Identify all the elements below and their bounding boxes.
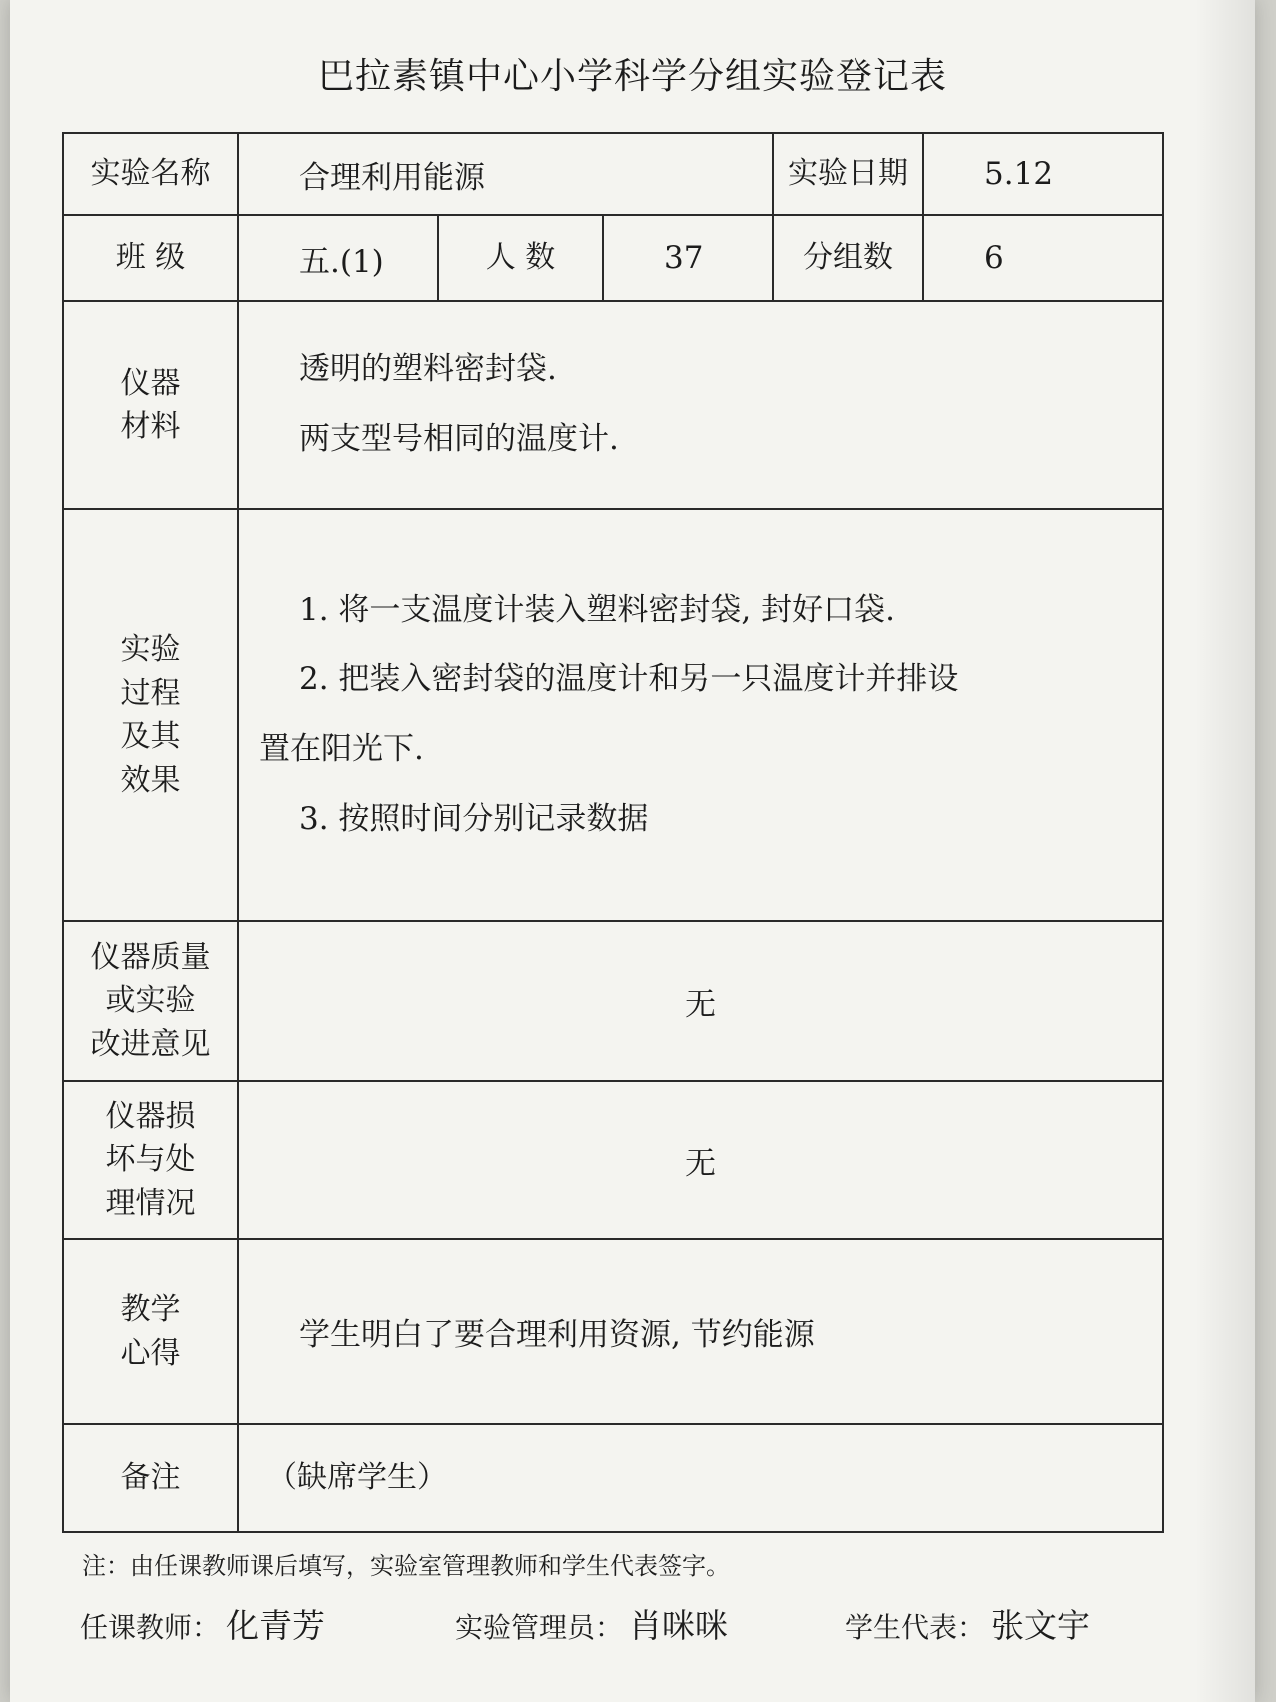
process-line: 3. 按照时间分别记录数据 bbox=[299, 800, 649, 837]
process-label-line: 过程 bbox=[120, 675, 181, 711]
damage-label-line: 坏与处 bbox=[105, 1142, 196, 1178]
experiment-date-value: 5.12 bbox=[923, 133, 1163, 215]
damage-label-line: 理情况 bbox=[105, 1185, 196, 1221]
paper-edge-shadow bbox=[1195, 0, 1255, 1702]
damage-value: 无 bbox=[238, 1081, 1163, 1239]
student-count-label: 人 数 bbox=[438, 215, 603, 301]
quality-label-line: 或实验 bbox=[105, 983, 196, 1019]
process-label-line: 及其 bbox=[120, 719, 181, 754]
row-teaching bbox=[63, 1239, 1163, 1424]
experiment-date-label: 实验日期 bbox=[773, 133, 923, 215]
row-damage bbox=[63, 1081, 1163, 1239]
quality-label bbox=[63, 921, 238, 1081]
group-count-value: 6 bbox=[923, 215, 1163, 301]
process-label-line: 实验 bbox=[120, 632, 181, 667]
student-signature bbox=[845, 1600, 1090, 1647]
row-quality bbox=[63, 921, 1163, 1081]
process-line: 2. 把装入密封袋的温度计和另一只温度计并排设 bbox=[299, 661, 959, 698]
damage-label-line: 仪器损 bbox=[105, 1098, 196, 1134]
teaching-value: 学生明白了要合理利用资源, 节约能源 bbox=[238, 1239, 1163, 1424]
row-remarks bbox=[63, 1424, 1163, 1532]
row-process bbox=[63, 509, 1163, 921]
teacher-label: 任课教师： bbox=[80, 1611, 221, 1644]
admin-label: 实验管理员： bbox=[455, 1611, 624, 1644]
class-label: 班 级 bbox=[63, 215, 238, 301]
teacher-name: 化青芳 bbox=[226, 1606, 326, 1645]
equipment-value bbox=[238, 301, 1163, 509]
teaching-label-line: 心得 bbox=[120, 1335, 181, 1371]
student-count-value: 37 bbox=[603, 215, 773, 301]
admin-name: 肖咪咪 bbox=[629, 1606, 729, 1645]
remarks-value: （缺席学生） bbox=[238, 1424, 1163, 1532]
process-value bbox=[238, 509, 1163, 921]
paper-sheet bbox=[10, 0, 1255, 1702]
teaching-label-line: 教学 bbox=[120, 1292, 181, 1327]
row-equipment bbox=[63, 301, 1163, 509]
quality-label-line: 仪器质量 bbox=[90, 939, 211, 975]
equipment-label bbox=[63, 301, 238, 509]
class-value: 五.(1) bbox=[238, 215, 438, 301]
equipment-line: 两支型号相同的温度计. bbox=[299, 421, 619, 457]
student-label: 学生代表： bbox=[845, 1611, 986, 1644]
remarks-label: 备注 bbox=[63, 1424, 238, 1532]
row-class-info bbox=[63, 215, 1163, 301]
student-name: 张文宇 bbox=[991, 1606, 1091, 1645]
process-label-line: 效果 bbox=[120, 762, 181, 798]
admin-signature bbox=[455, 1600, 728, 1647]
form-title: 巴拉素镇中心小学科学分组实验登记表 bbox=[317, 56, 947, 97]
row-experiment-name bbox=[63, 133, 1163, 215]
experiment-register-table bbox=[62, 132, 1164, 1533]
damage-label bbox=[63, 1081, 238, 1239]
quality-value: 无 bbox=[238, 921, 1163, 1081]
group-count-label: 分组数 bbox=[773, 215, 923, 301]
equipment-line: 透明的塑料密封袋. bbox=[299, 351, 557, 388]
process-label bbox=[63, 509, 238, 921]
equipment-label-line: 材料 bbox=[120, 409, 181, 444]
teacher-signature bbox=[80, 1600, 325, 1647]
quality-label-line: 改进意见 bbox=[90, 1026, 211, 1062]
experiment-name-value: 合理利用能源 bbox=[238, 133, 773, 215]
process-line: 1. 将一支温度计装入塑料密封袋, 封好口袋. bbox=[299, 591, 895, 628]
equipment-label-line: 仪器 bbox=[120, 365, 181, 401]
teaching-label bbox=[63, 1239, 238, 1424]
experiment-name-label: 实验名称 bbox=[63, 133, 238, 215]
form-note: 注：由任课教师课后填写，实验室管理教师和学生代表签字。 bbox=[82, 1552, 730, 1580]
process-line: 置在阳光下. bbox=[259, 731, 424, 767]
